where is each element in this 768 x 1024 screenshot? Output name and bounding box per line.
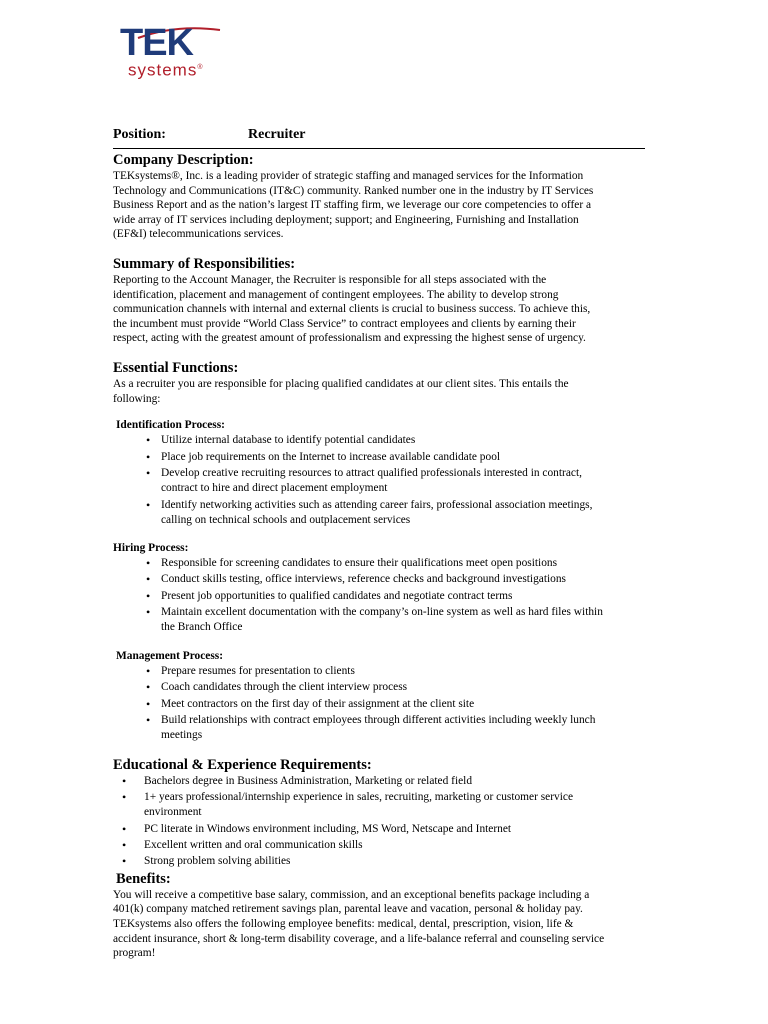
text-line: 401(k) company matched retirement savings plan, parental leave and vacation, personal & holiday pay. bbox=[113, 903, 583, 916]
education-list bbox=[113, 774, 648, 870]
list-item bbox=[161, 433, 648, 448]
list-item-line: • Build relationships with contract employees through different activities including weekly lunch bbox=[161, 714, 596, 727]
list-item bbox=[161, 605, 648, 635]
list-item bbox=[161, 572, 648, 587]
list-item-line: • Develop creative recruiting resources to attract qualified professionals interested in contract, bbox=[161, 466, 582, 479]
list-item-line: contract to hire and direct placement employment bbox=[161, 482, 388, 495]
text-line: Business Report and as the nation’s largest IT staffing firm, we leverage our core competencies to offer a bbox=[113, 199, 592, 212]
list-item-line: • Identify networking activities such as attending career fairs, professional association meetings, bbox=[161, 498, 593, 511]
text-line: following: bbox=[113, 392, 161, 405]
list-item-line: • 1+ years professional/internship experience in sales, recruiting, marketing or customer service bbox=[144, 791, 573, 804]
list-item-line: • Strong problem solving abilities bbox=[144, 855, 291, 868]
essential-heading: Essential Functions: bbox=[113, 359, 239, 376]
hiring-heading: Hiring Process: bbox=[113, 542, 189, 555]
list-item bbox=[144, 854, 648, 869]
essential-text bbox=[113, 377, 648, 406]
text-line: program! bbox=[113, 947, 156, 960]
list-item-line: • Excellent written and oral communication skills bbox=[144, 839, 363, 851]
divider-rule bbox=[113, 148, 645, 149]
list-item-line: • Bachelors degree in Business Administration, Marketing or related field bbox=[144, 774, 473, 787]
text-line: respect, acting with the greatest amount of professionalism and expressing the highest sense of urgency. bbox=[113, 332, 586, 345]
list-item-line: the Branch Office bbox=[161, 621, 243, 634]
benefits-text bbox=[113, 888, 648, 961]
tek-systems-logo bbox=[120, 24, 240, 86]
list-item bbox=[161, 697, 648, 712]
education-heading: Educational & Experience Requirements: bbox=[113, 756, 372, 773]
identification-heading: Identification Process: bbox=[116, 419, 225, 432]
identification-list bbox=[113, 433, 648, 528]
company-heading: Company Description: bbox=[113, 152, 254, 168]
text-line: (EF&I) telecommunications services. bbox=[113, 228, 284, 241]
list-item bbox=[144, 774, 648, 789]
summary-text bbox=[113, 273, 648, 346]
list-item bbox=[144, 790, 648, 820]
list-item-line: • PC literate in Windows environment including, MS Word, Netscape and Internet bbox=[144, 822, 512, 835]
position-label: Position: bbox=[113, 127, 166, 142]
list-item bbox=[161, 450, 648, 465]
list-item-line: • Meet contractors on the first day of their assignment at the client site bbox=[161, 697, 475, 710]
list-item bbox=[161, 556, 648, 571]
list-item-line: calling on technical schools and outplacement services bbox=[161, 513, 411, 526]
list-item bbox=[161, 664, 648, 679]
management-list bbox=[113, 664, 648, 744]
list-item bbox=[161, 680, 648, 695]
list-item bbox=[161, 498, 648, 528]
list-item bbox=[161, 466, 648, 496]
hiring-list bbox=[113, 556, 648, 636]
logo-tek-text: TEK bbox=[120, 22, 193, 64]
list-item bbox=[161, 589, 648, 604]
text-line: You will receive a competitive base salary, commission, and an exceptional benefits package including a bbox=[113, 888, 590, 901]
text-line: Reporting to the Account Manager, the Recruiter is responsible for all steps associated with the bbox=[113, 273, 547, 286]
text-line: accident insurance, short & long-term disability coverage, and a life-balance referral and counseling service bbox=[113, 932, 605, 945]
text-line: communication channels with internal and external clients is crucial to business success. To achieve this, bbox=[113, 303, 591, 316]
list-item-line: • Maintain excellent documentation with the company’s on-line system as well as hard files within bbox=[161, 606, 603, 619]
text-line: TEKsystems®, Inc. is a leading provider of strategic staffing and managed services for the Information bbox=[113, 170, 584, 182]
text-line: identification, placement and management of contingent employees. The ability to develop strong bbox=[113, 288, 559, 301]
text-line: As a recruiter you are responsible for placing qualified candidates at our client sites. This entails the bbox=[113, 377, 569, 390]
list-item-line: • Coach candidates through the client interview process bbox=[161, 681, 408, 694]
position-value: Recruiter bbox=[248, 127, 306, 142]
list-item-line: • Present job opportunities to qualified candidates and negotiate contract terms bbox=[161, 589, 513, 602]
list-item-line: environment bbox=[144, 806, 202, 819]
management-heading: Management Process: bbox=[116, 649, 224, 662]
text-line: TEKsystems also offers the following employee benefits: medical, dental, prescription, vision, life & bbox=[113, 917, 574, 930]
list-item-line: • Responsible for screening candidates to ensure their qualifications meet open positions bbox=[161, 557, 558, 570]
list-item-line: • Conduct skills testing, office interviews, reference checks and background investigations bbox=[161, 573, 566, 586]
text-line: wide array of IT services including deployment; support; and Engineering, Furnishing and Installation bbox=[113, 213, 579, 226]
text-line: the incumbent must provide “World Class Service” to contract employees and clients by earning their bbox=[113, 317, 576, 330]
benefits-heading: Benefits: bbox=[116, 870, 171, 887]
list-item-line: • Place job requirements on the Internet to increase available candidate pool bbox=[161, 450, 501, 463]
position-line bbox=[113, 127, 648, 143]
document-body bbox=[113, 127, 648, 961]
list-item-line: meetings bbox=[161, 729, 203, 742]
list-item-line: • Utilize internal database to identify potential candidates bbox=[161, 434, 416, 447]
list-item bbox=[161, 713, 648, 743]
list-item-line: • Prepare resumes for presentation to clients bbox=[161, 664, 355, 677]
list-item bbox=[144, 838, 648, 853]
logo-systems-text: systems® bbox=[128, 60, 204, 80]
list-item bbox=[144, 822, 648, 837]
company-description bbox=[113, 169, 648, 242]
text-line: Technology and Communications (IT&C) community. Ranked number one in the industry by IT Services bbox=[113, 184, 594, 197]
summary-heading: Summary of Responsibilities: bbox=[113, 255, 296, 272]
